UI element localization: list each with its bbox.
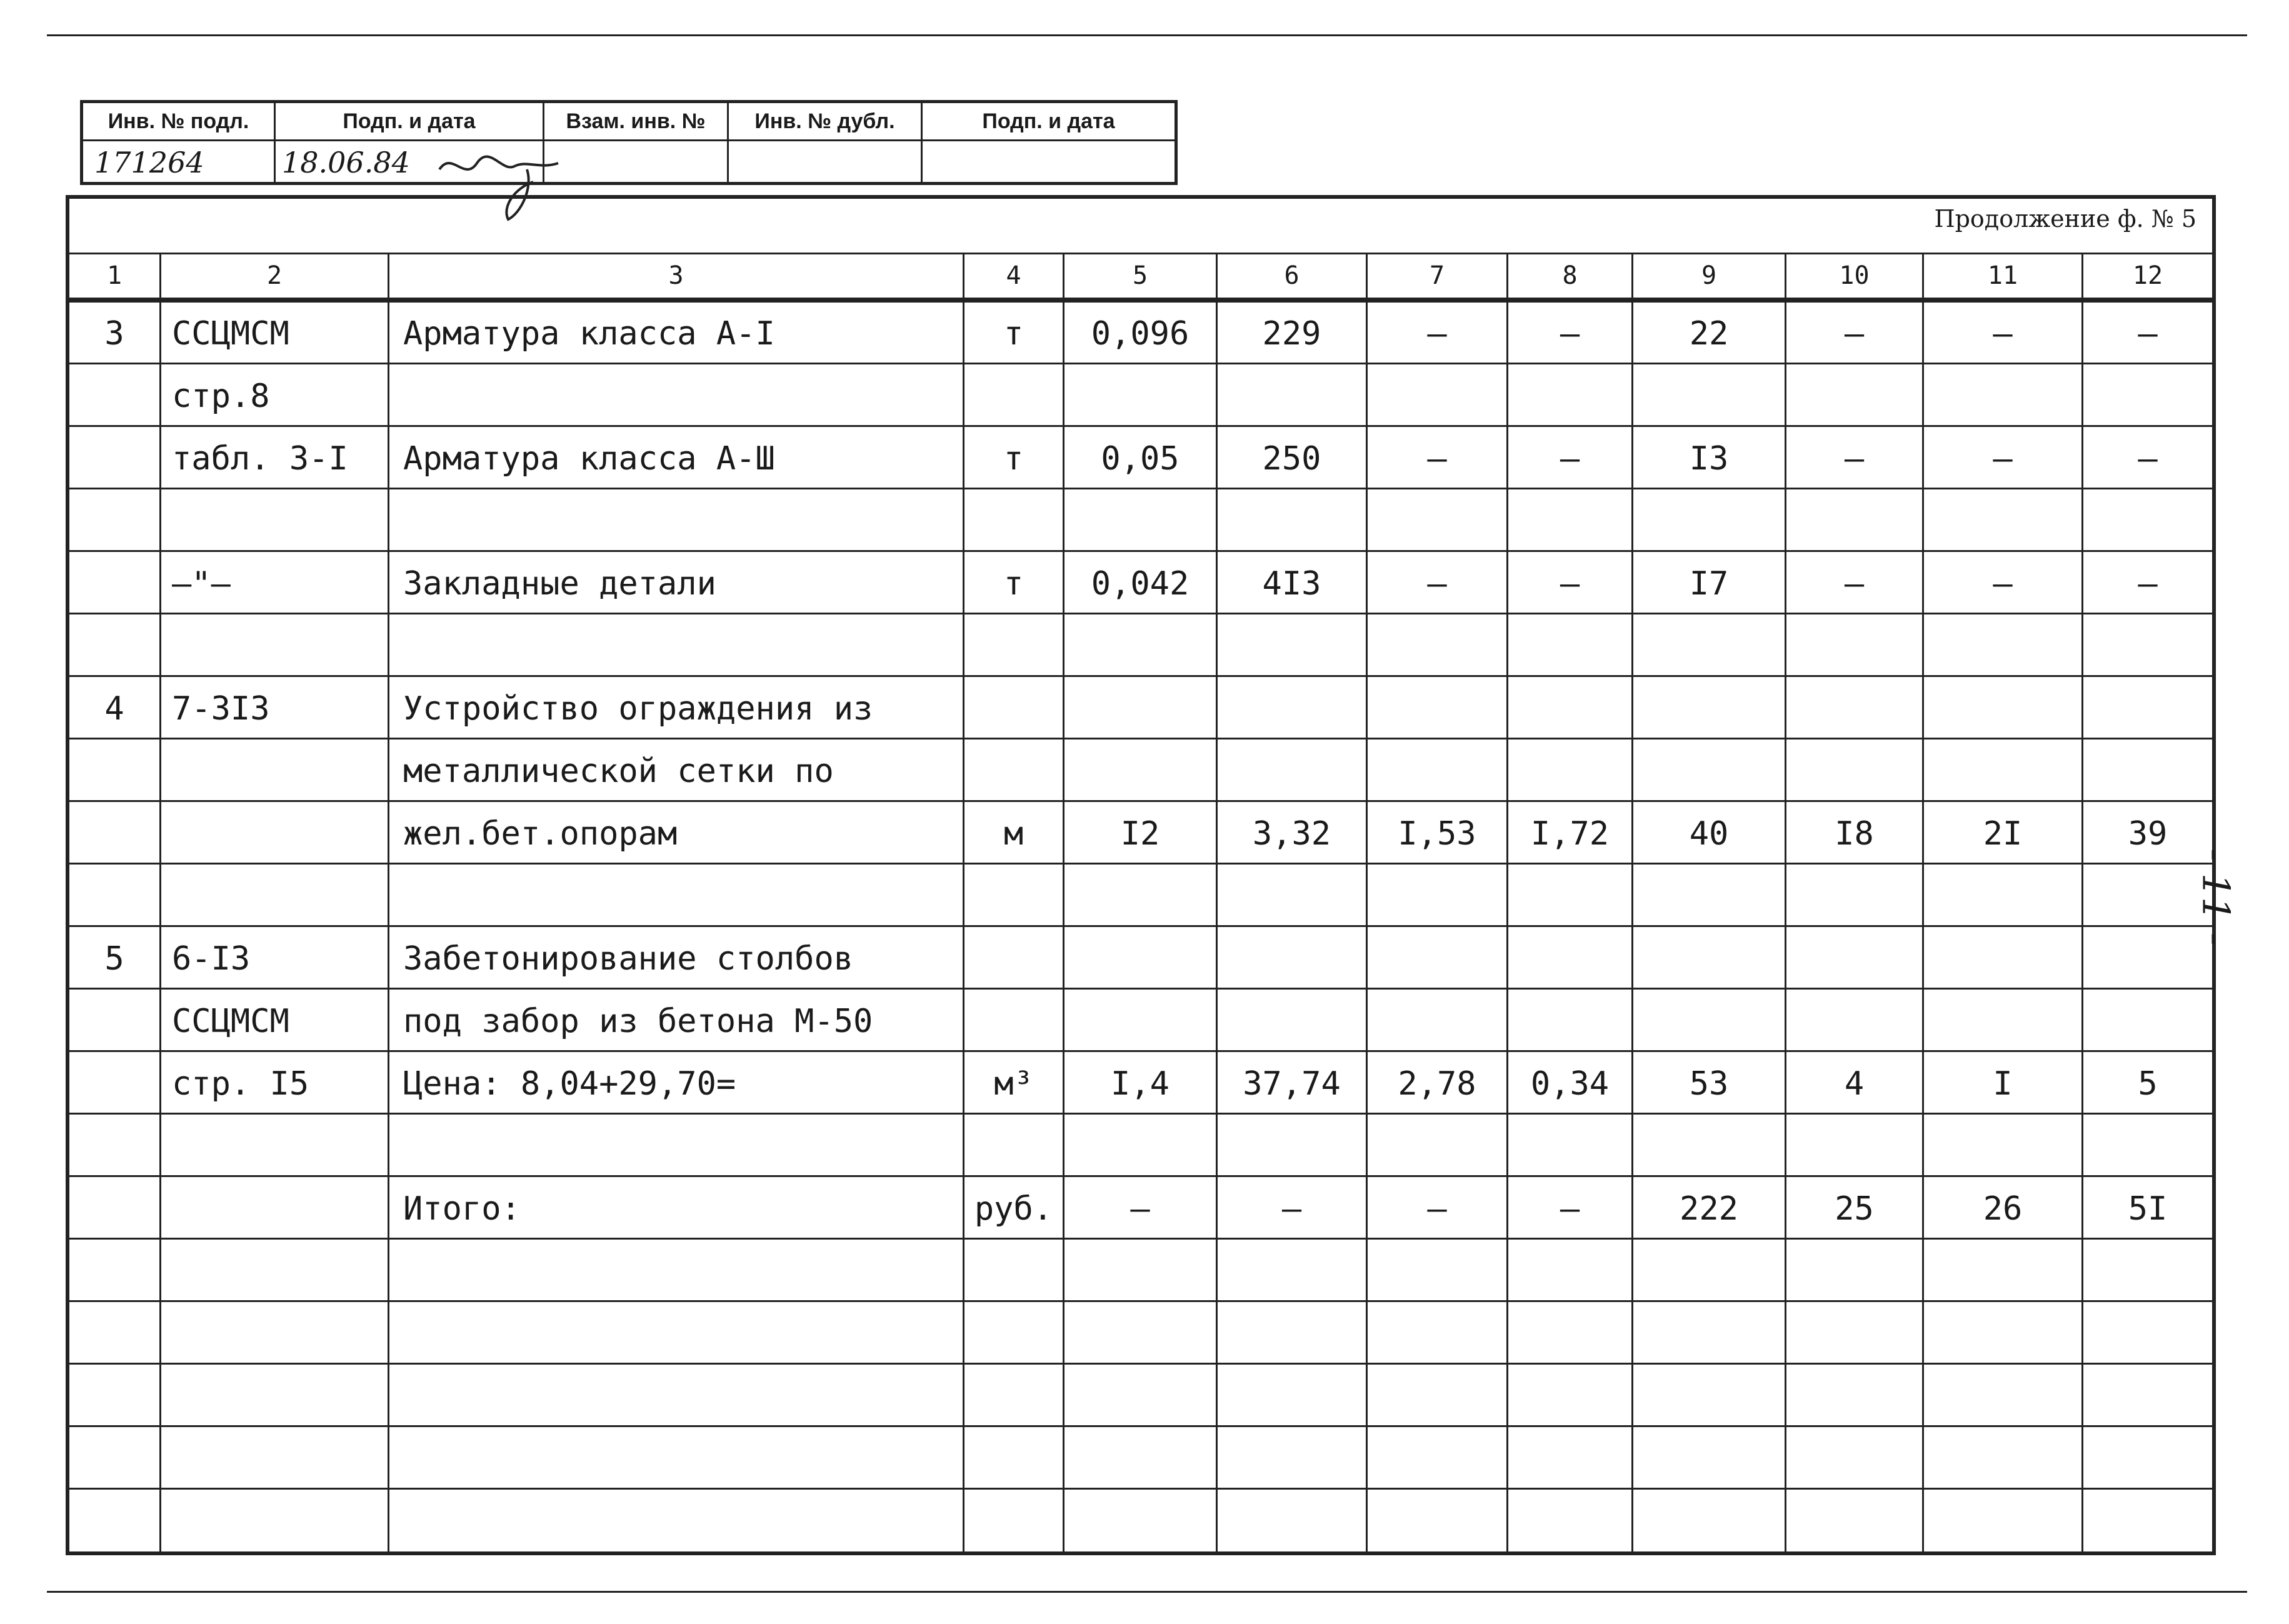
table-cell: 0,042: [1091, 565, 1190, 603]
table-cell: 2I: [1983, 815, 2023, 853]
continuation-note: Продолжение ф. № 5: [1934, 205, 2196, 233]
table-cell: I2: [1120, 815, 1160, 853]
column-number: 6: [1284, 261, 1300, 290]
table-cell: –: [1130, 1190, 1150, 1228]
table-cell: 39: [2128, 815, 2168, 853]
stamp-value-date: 18.06.84: [282, 146, 410, 179]
column-number: 5: [1132, 261, 1148, 290]
stamp-header-inv-podl: Инв. № подл.: [108, 109, 249, 133]
table-cell: 37,74: [1243, 1065, 1341, 1103]
table-cell: –: [1560, 1190, 1580, 1228]
table-cell: 229: [1262, 315, 1321, 353]
table-cell: –: [2138, 440, 2158, 478]
table-cell: –: [1427, 565, 1447, 603]
table-cell: I: [1993, 1065, 2013, 1103]
table-cell: жел.бет.опорам: [403, 815, 678, 853]
table-cell: 5I: [2128, 1190, 2168, 1228]
table-cell: Арматура класса А-Ш: [403, 440, 775, 478]
table-cell: Забетонирование столбов: [403, 940, 854, 978]
table-cell: I,72: [1530, 815, 1610, 853]
table-cell: –: [1993, 315, 2013, 353]
table-cell: 3,32: [1252, 815, 1331, 853]
table-cell: 222: [1680, 1190, 1738, 1228]
table-cell: Закладные детали: [403, 565, 716, 603]
column-number: 10: [1839, 261, 1870, 290]
table-cell: –: [1281, 1190, 1302, 1228]
table-cell: I3: [1689, 440, 1729, 478]
table-cell: –: [1427, 315, 1447, 353]
column-number: 4: [1006, 261, 1021, 290]
column-number: 2: [266, 261, 283, 290]
column-number: 9: [1701, 261, 1717, 290]
table-cell: I8: [1835, 815, 1874, 853]
table-cell: –"–: [172, 565, 231, 603]
table-cell: Цена: 8,04+29,70=: [403, 1065, 736, 1103]
table-cell: –: [1560, 315, 1580, 353]
bottom-rule: [47, 1591, 2247, 1593]
table-cell: 7-3I3: [172, 690, 270, 728]
table-cell: 4I3: [1262, 565, 1321, 603]
table-cell: –: [1844, 440, 1865, 478]
table-cell: ССЦМСМ: [172, 315, 289, 353]
table-cell: Итого:: [403, 1190, 521, 1228]
column-number: 12: [2132, 261, 2163, 290]
table-cell: –: [1427, 1190, 1447, 1228]
table-cell: 0,096: [1091, 315, 1190, 353]
table-cell: 5: [2138, 1065, 2158, 1103]
table-cell: I,53: [1398, 815, 1476, 853]
table-cell: 53: [1689, 1065, 1729, 1103]
table-cell: –: [2138, 315, 2158, 353]
table-cell: 22: [1689, 315, 1729, 353]
stamp-header-podp-data: Подп. и дата: [343, 109, 476, 133]
stamp-header-vzam-inv: Взам. инв. №: [566, 109, 706, 133]
table-cell: 250: [1262, 440, 1321, 478]
table-cell: 2,78: [1398, 1065, 1476, 1103]
table-cell: 6-I3: [172, 940, 251, 978]
top-rule: [47, 34, 2247, 36]
table-cell: –: [1560, 440, 1580, 478]
table-cell: руб.: [974, 1190, 1053, 1228]
stamp-block: [80, 100, 1178, 185]
table-cell: –: [1427, 440, 1447, 478]
table-cell: т: [1003, 565, 1024, 603]
table-cell: 4: [1844, 1065, 1865, 1103]
column-number: 11: [1987, 261, 2018, 290]
column-number: 8: [1562, 261, 1578, 290]
table-cell: м: [1003, 815, 1024, 853]
table-cell: –: [1560, 565, 1580, 603]
stamp-value-inv-podl: 171264: [94, 146, 204, 179]
table-cell: 4: [104, 690, 124, 728]
table-cell: –: [1844, 565, 1865, 603]
column-number: 3: [668, 261, 684, 290]
table-cell: –: [1993, 565, 2013, 603]
table-cell: под забор из бетона М-50: [403, 1003, 873, 1040]
table-cell: –: [1844, 315, 1865, 353]
table-cell: табл. 3-I: [172, 440, 348, 478]
table-cell: 0,34: [1530, 1065, 1610, 1103]
table-cell: –: [2138, 565, 2158, 603]
table-cell: 5: [104, 940, 124, 978]
table-cell: 0,05: [1101, 440, 1180, 478]
table-cell: 3: [104, 315, 124, 353]
table-cell: I,4: [1111, 1065, 1170, 1103]
table-cell: Арматура класса А-I: [403, 315, 775, 353]
stamp-header-inv-dubl: Инв. № дубл.: [754, 109, 895, 133]
table-cell: 26: [1983, 1190, 2023, 1228]
page-number: - 11 -: [2193, 848, 2238, 946]
table-cell: т: [1003, 315, 1024, 353]
table-cell: 25: [1835, 1190, 1874, 1228]
table-cell: ССЦМСМ: [172, 1003, 289, 1040]
table-cell: –: [1993, 440, 2013, 478]
stamp-header-podp-data-2: Подп. и дата: [982, 109, 1115, 133]
table-cell: металлической сетки по: [403, 753, 834, 790]
table-cell: стр. I5: [172, 1065, 309, 1103]
table-cell: 40: [1689, 815, 1729, 853]
column-number: 1: [106, 261, 123, 290]
table-cell: I7: [1689, 565, 1729, 603]
column-number: 7: [1429, 261, 1445, 290]
table-cell: м³: [994, 1065, 1033, 1103]
table-cell: т: [1003, 440, 1024, 478]
table-cell: Устройство ограждения из: [403, 690, 873, 728]
table-cell: стр.8: [172, 378, 270, 415]
